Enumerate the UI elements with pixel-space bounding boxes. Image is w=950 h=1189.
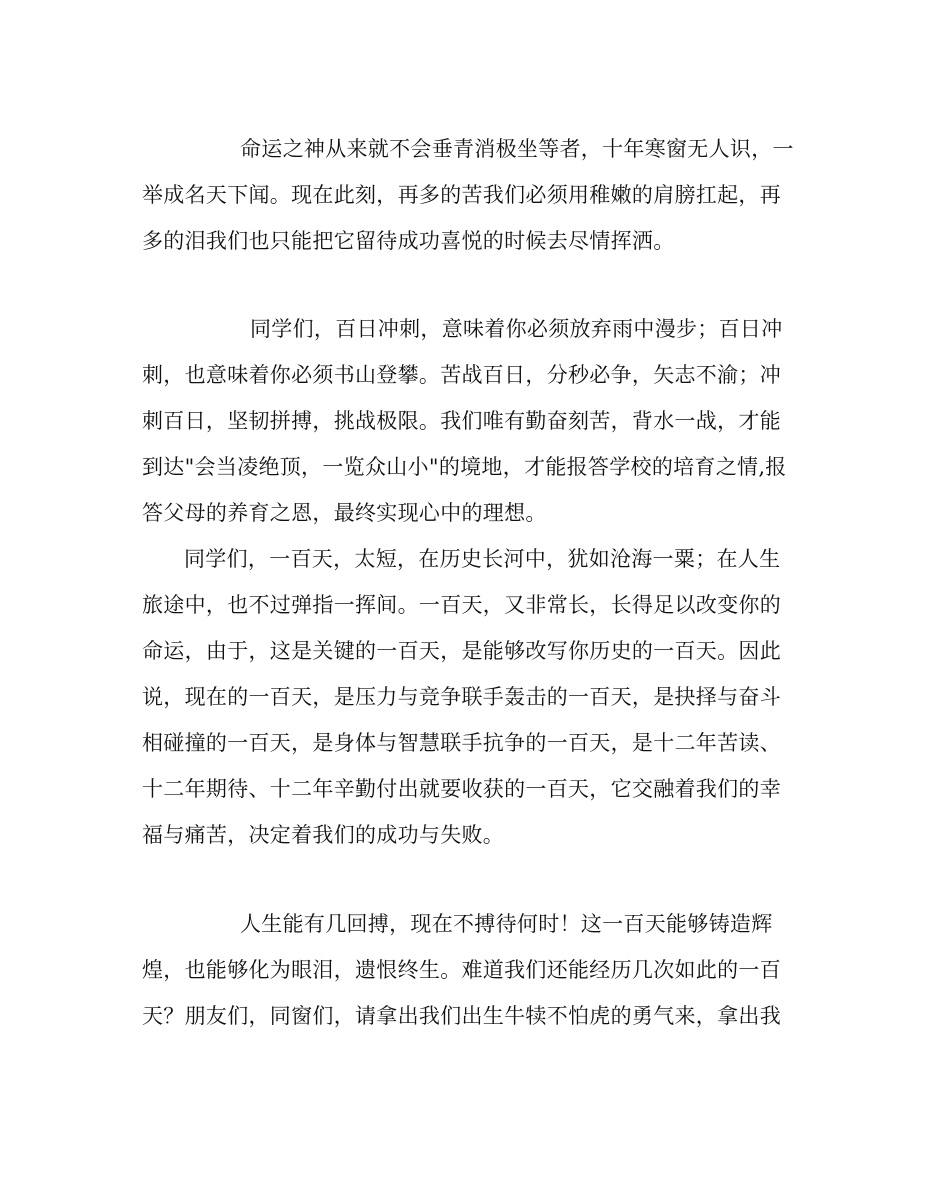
paragraph-line: 十二年期待、十二年辛勤付出就要收获的一百天，它交融着我们的幸 <box>142 777 781 801</box>
paragraph-line: 说，现在的一百天，是压力与竞争联手轰击的一百天，是抉择与奋斗 <box>142 685 781 709</box>
paragraph-line: 相碰撞的一百天，是身体与智慧联手抗争的一百天，是十二年苦读、 <box>142 731 781 755</box>
paragraph-line: 旅途中，也不过弹指一挥间。一百天，又非常长，长得足以改变你的 <box>142 593 781 617</box>
paragraph-line: 多的泪我们也只能把它留待成功喜悦的时候去尽情挥洒。 <box>142 229 675 253</box>
paragraph-line: 命运，由于，这是关键的一百天，是能够改写你历史的一百天。因此 <box>142 639 781 663</box>
paragraph-line: 命运之神从来就不会垂青消极坐等者，十年寒窗无人识，一 <box>240 137 794 161</box>
paragraph-line: 煌，也能够化为眼泪，遗恨终生。难道我们还能经历几次如此的一百 <box>142 958 781 982</box>
paragraph-line: 同学们，百日冲刺，意味着你必须放弃雨中漫步；百日冲 <box>250 317 783 341</box>
paragraph-line: 到达"会当凌绝顶，一览众山小"的境地，才能报答学校的培育之情,报 <box>142 455 787 479</box>
paragraph-line: 答父母的养育之恩，最终实现心中的理想。 <box>142 501 547 525</box>
paragraph-line: 同学们，一百天，太短，在历史长河中，犹如沧海一粟；在人生 <box>184 547 781 571</box>
paragraph-line: 举成名天下闻。现在此刻，再多的苦我们必须用稚嫩的肩膀扛起，再 <box>142 183 781 207</box>
paragraph-line: 刺，也意味着你必须书山登攀。苦战百日，分秒必争，矢志不渝；冲 <box>142 363 781 387</box>
paragraph-line: 天？朋友们，同窗们，请拿出我们出生牛犊不怕虎的勇气来，拿出我 <box>142 1004 781 1028</box>
paragraph-line: 福与痛苦，决定着我们的成功与失败。 <box>142 823 505 847</box>
paragraph-line: 人生能有几回搏，现在不搏待何时！这一百天能够铸造辉 <box>240 912 773 936</box>
paragraph-line: 刺百日，坚韧拼搏，挑战极限。我们唯有勤奋刻苦，背水一战，才能 <box>142 409 781 433</box>
